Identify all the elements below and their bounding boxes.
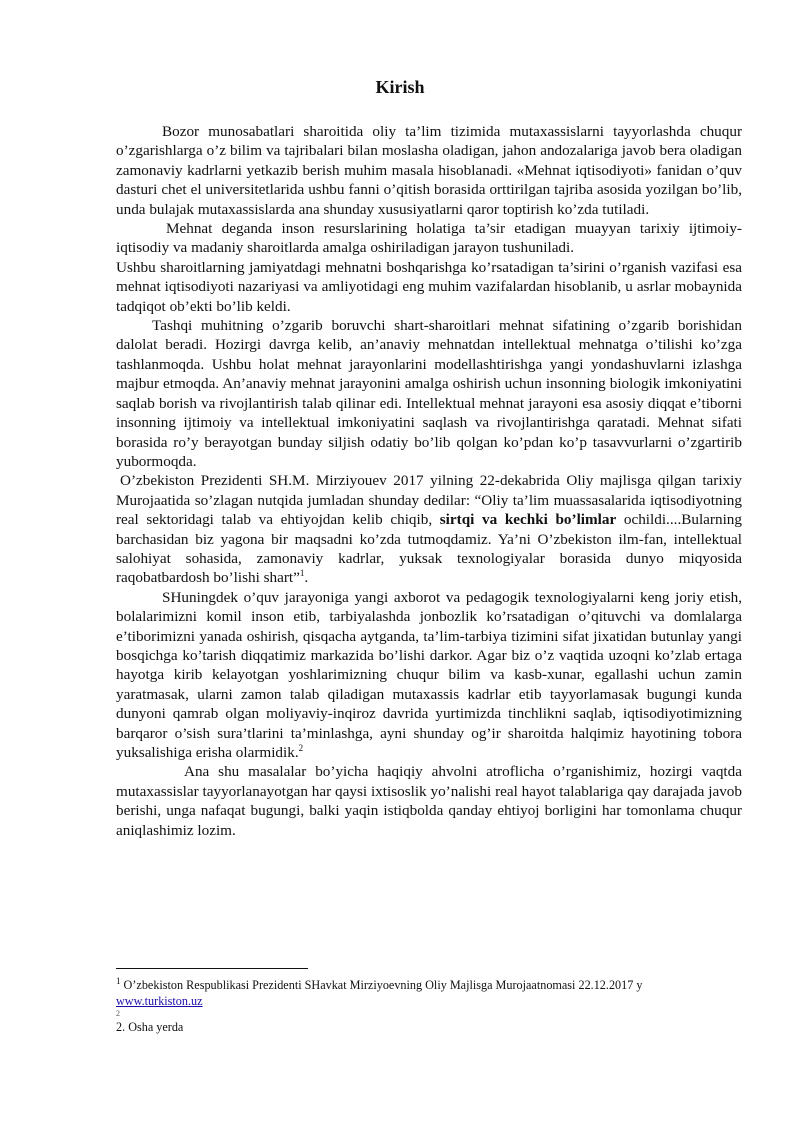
paragraph-6-text: SHuningdek o’quv jarayoniga yangi axborot va pedagogik texnologiyalarni keng joriy etish, bolalarimizni komil inson etib, tarbiyalashda jonbozlik ko’rsatadigan o’qituvchi va domlalarga e’tiborimizni yanada oshirish, qisqacha aytganda, ta’lim-tarbiya tizimini sifat jixatidan butunlay yangi bosqichga ko’tarish diqqatimiz markazida bo’lishi darkor. Agar biz o’z vaqtida uzoqni ko’zlab ertaga hayotga kirib kelayotgan yoshlarimizning chuqur bilim va kasb-xunar, egallashi uchun zamin yaratmasak, ularni zamon talab qiladigan mutaxassis kadrlar etib tayyorlamasak bugungi kunda dunyoni qamrab olgan moliyaviy-inqiroz davrida yurtimizda tinchlikni saqlab, iqtisodiyotimizning barqaror o’sish sura’tlarini ta’minlashga, ayni shunday og’ir sharoitda halqimiz hayotining tobora yuksalishiga erisha olarmidik. xyxy=(116,588,742,761)
body-text xyxy=(116,122,742,840)
footnote-1 xyxy=(116,977,746,993)
footnote-1-mark: 1 xyxy=(116,975,121,986)
footnote-2-mark: 2 xyxy=(116,1009,120,1018)
paragraph-4: Tashqi muhitning o’zgarib boruvchi shart-sharoitlari mehnat sifatining o’zgarib borishidan dalolat beradi. Hozirgi davrga kelib, an’anaviy mehnatdan intellektual mehnatga o’tilishi ko’zga tashlanmoqda. Ushbu holat mehnat jarayonlarini modellashtirishga yangi yondashuvlarni izlashga majbur etmoqda. An’anaviy mehnat jarayonini amalga oshirish uchun insonning biologik imkoniyatini saqlab borish va rivojlantirish talab qilinar edi. Intellektual mehnat jarayoni esa asosiy diqqat e’tiborni insonning ijtimoiy va intellektual imkoniyatini saqlash va rivojlantirishga qaratadi. Mehnat sifati borasida ro’y berayotgan bunday siljish odatiy bo’lib qolgan ko’pdan ko’p tasavvurlarni o’zgartirib yubormoqda. xyxy=(116,317,742,470)
paragraph-2: Mehnat deganda inson resurslarining holatiga ta’sir etadigan muayyan tarixiy ijtimoiy-iqtisodiy va madaniy sharoitlarda amalga oshiriladigan jarayon tushuniladi. xyxy=(116,220,742,257)
paragraph-1: Bozor munosabatlari sharoitida oliy ta’lim tizimida mutaxassislarni tayyorlashda chuqur o’zgarishlarga o’z bilim va tajribalari bilan moslasha oladigan, jahon andozalariga javob bera oladigan zamonaviy kadrlarni yetkazib berish muhim masala hisoblanadi. «Mehnat iqtisodiyoti» fanidan o’quv dasturi chet el universitetlarida ushbu fanni o’qitish borasida orttirilgan tajriba asosida yozilgan bo’lib, unda bulajak mutaxassislarda ana shunday xususiyatlarni qaror toptirish ko’zda tutiladi. xyxy=(116,123,742,218)
paragraph-6 xyxy=(116,588,742,763)
footnote-ref-2[interactable]: 2 xyxy=(298,742,304,753)
footnote-2: 2. Osha yerda xyxy=(116,1020,184,1034)
footnote-1-text: O’zbekiston Respublikasi Prezidenti SHavkat Mirziyoevning Oliy Majlisga Murojaatnomasi 22.12.2017 y xyxy=(120,978,643,992)
footnotes xyxy=(116,977,746,1035)
paragraph-5-bold: sirtqi va kechki bo’limlar xyxy=(439,511,617,529)
paragraph-5-end: . xyxy=(304,569,309,587)
footnote-1-link[interactable]: www.turkiston.uz xyxy=(116,994,203,1008)
footnote-separator xyxy=(116,968,308,969)
paragraph-5-text: O’zbekiston Prezidenti SH.M. Mirziyouev 2017 yilning 22-dekabrida Oliy majlisga qilgan tarixiy Murojaatida so’zlagan nutqida jumladan shunday dedilar: “Oliy ta’lim muassasalarida iqtisodiyotning real sektoridagi talab va ehtiyojdan kelib chiqib, xyxy=(116,472,742,529)
page-title: Kirish xyxy=(375,77,425,97)
footnote-ref-1[interactable]: 1 xyxy=(299,568,305,579)
footnote-1-link-line xyxy=(116,993,746,1009)
paragraph-5 xyxy=(116,471,742,587)
paragraph-7: Ana shu masalalar bo’yicha haqiqiy ahvolni atroflicha o’rganishimiz, hozirgi vaqtda mutaxassislar tayyorlanayotgan har qaysi ixtisoslik yo’nalishi real hayot talablariga qay darajada javob berishi, unga nafaqat bugungi, balki yaqin istiqbolda qanday ehtiyoj borligini har tomonlama chuqur aniqlashimiz lozim. xyxy=(116,763,742,839)
paragraph-3: Ushbu sharoitlarning jamiyatdagi mehnatni boshqarishga ko’rsatadigan ta’sirini o’rganish vazifasi esa mehnat iqtisodiyoti nazariyasi va amliyotidagi eng muhim vazifalardan hisoblanib, u asrlar mobaynida tadqiqot ob’ekti bo’lib keldi. xyxy=(116,258,742,315)
paragraph-5-text-cont: ochildi....Bularning barchasidan biz yagona bir maqsadni ko’zda tutmoqdamiz. Ya’ni O’zbekiston ilm-fan, intellektual salohiyat sohasida, zamonaviy kadrlar, yuksak texnologiyalar borasida dunyo miqyosida raqobatbardosh bo’lishi shart” xyxy=(116,511,742,587)
